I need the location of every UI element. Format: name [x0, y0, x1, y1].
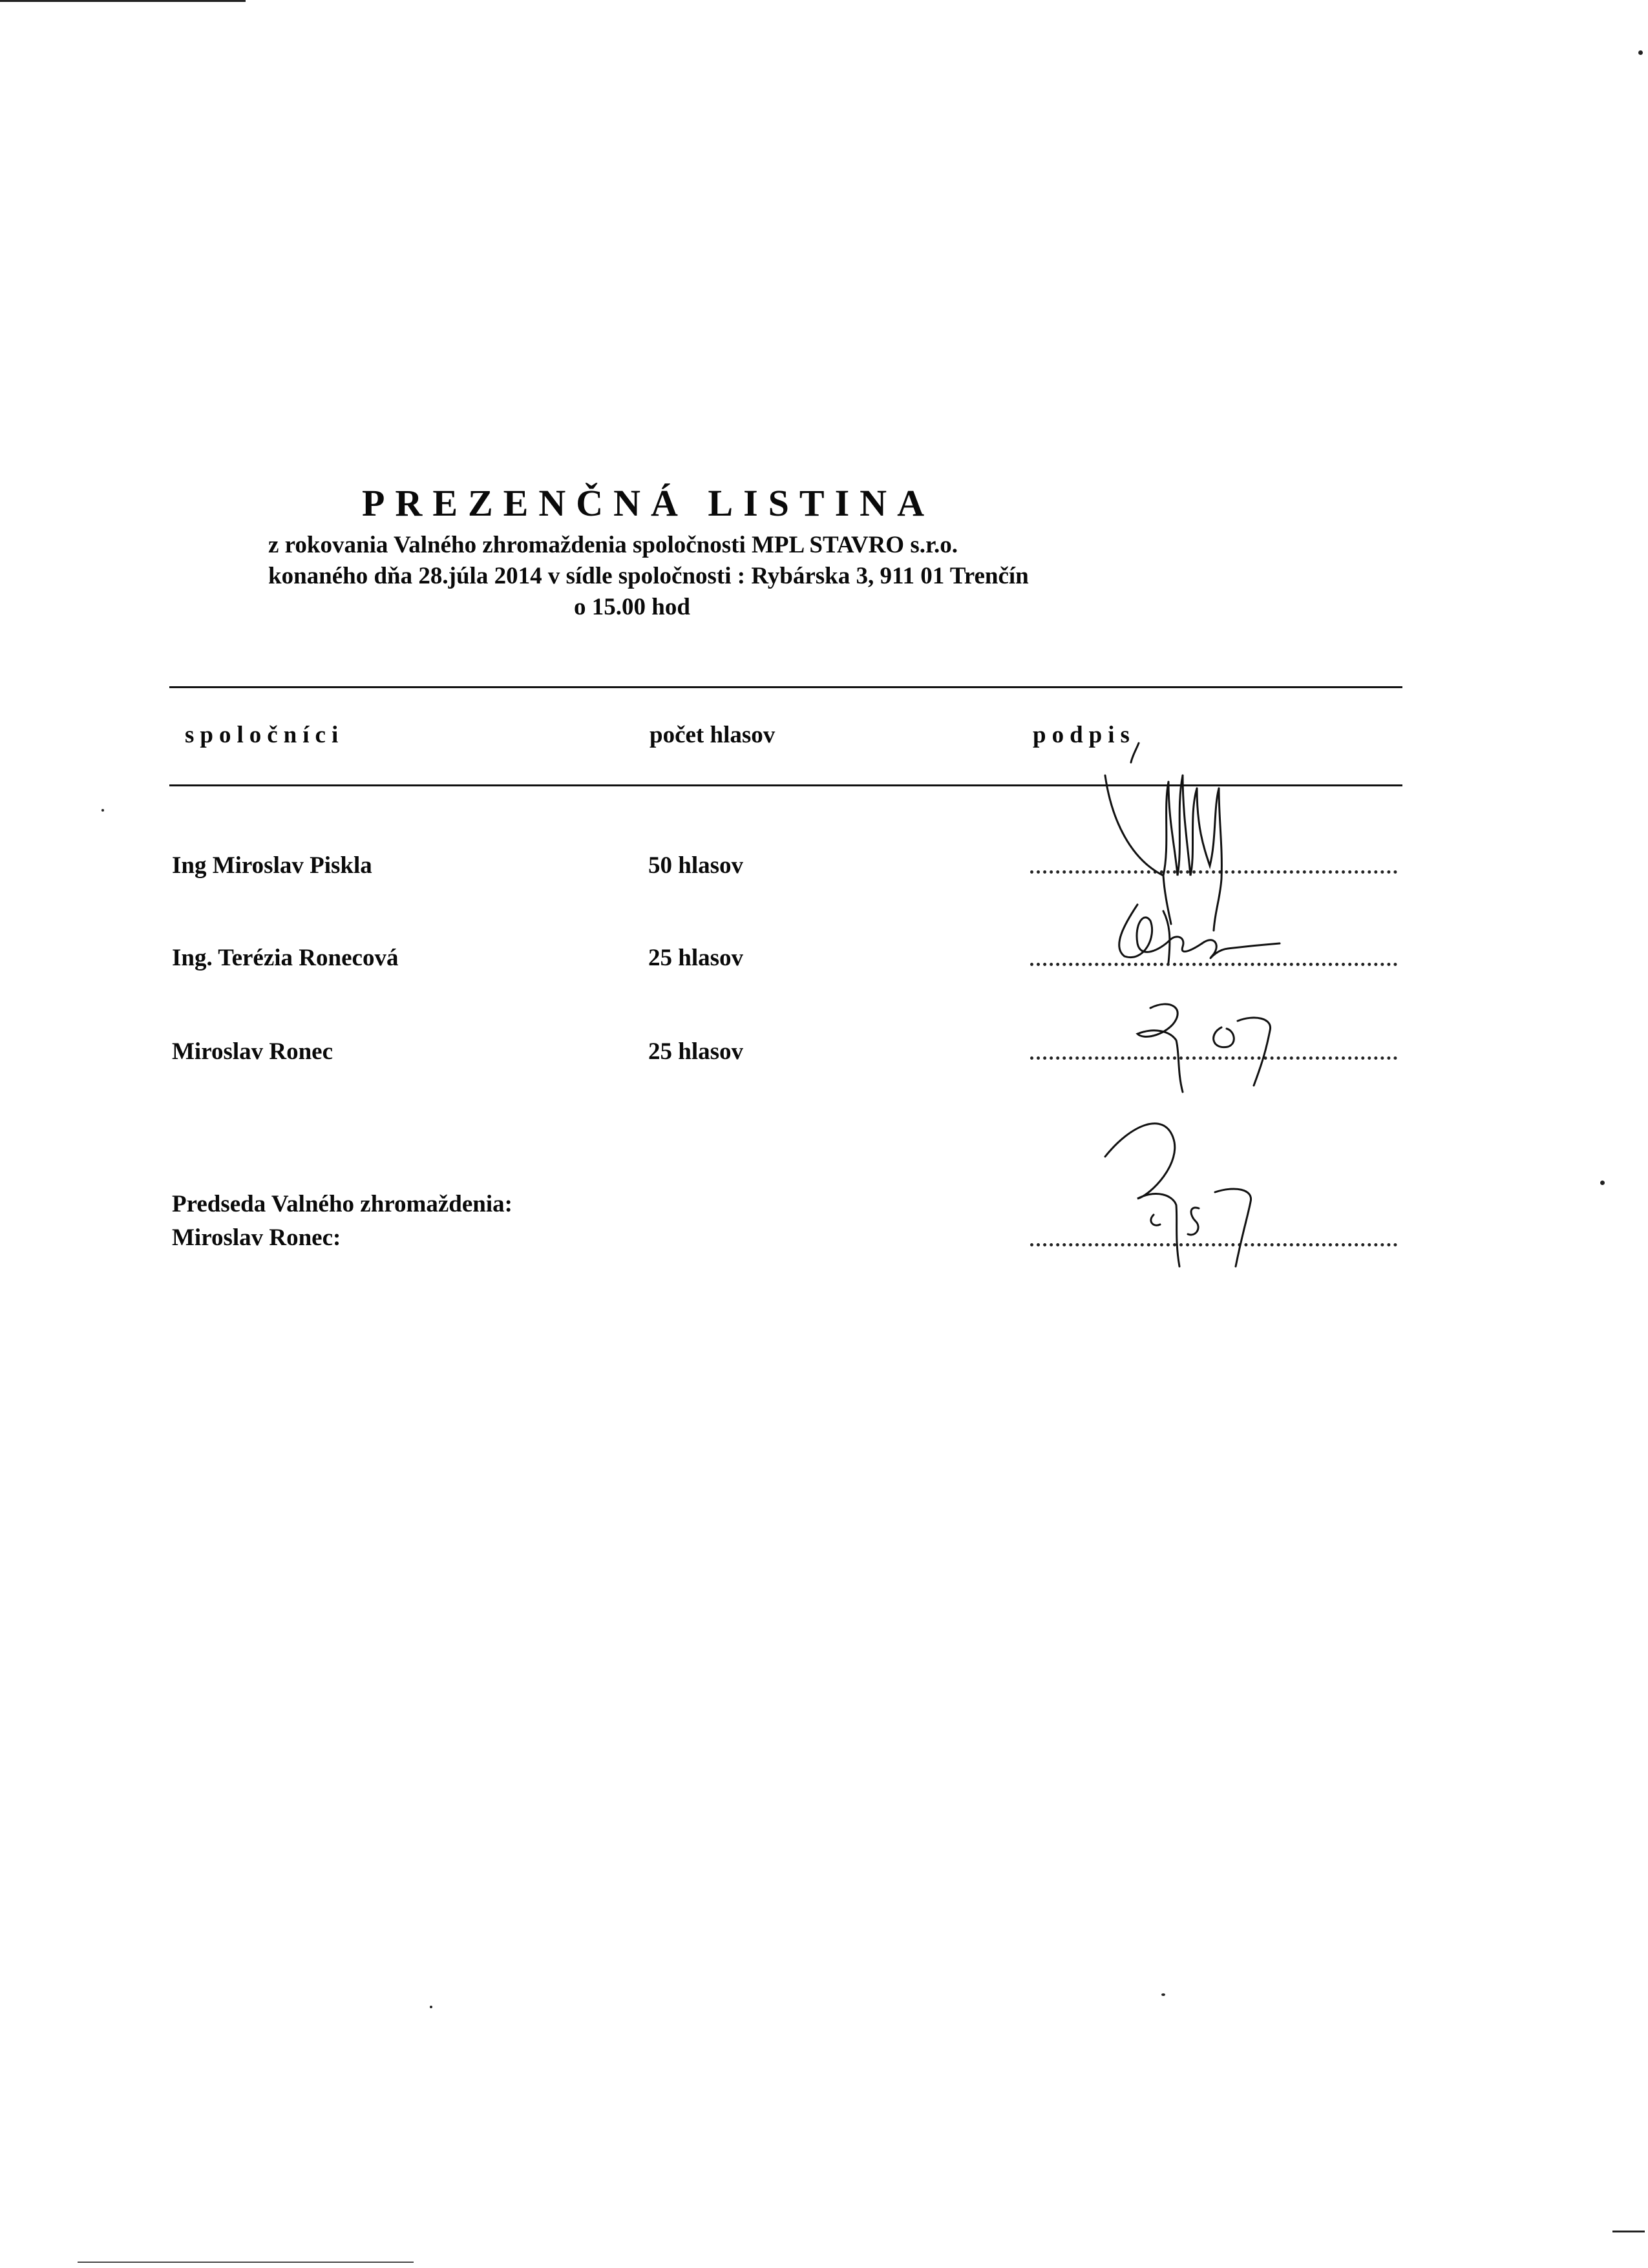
table-row-1-name: Ing Miroslav Piskla: [172, 852, 372, 879]
table-row-3-name: Miroslav Ronec: [172, 1038, 333, 1065]
signature-chairman: [1092, 1098, 1286, 1279]
scan-mark: [1612, 2231, 1645, 2232]
table-row-2-votes: 25 hlasov: [648, 945, 744, 971]
scan-speck: [101, 809, 104, 812]
header-votes: počet hlasov: [650, 722, 776, 748]
header-signature: podpis: [1033, 722, 1136, 748]
scan-speck: [430, 2006, 432, 2008]
subtitle-line-1: z rokovania Valného zhromaždenia spoločnosti MPL STAVRO s.r.o.: [268, 532, 958, 558]
table-row-1-votes: 50 hlasov: [648, 852, 744, 879]
header-partners: spoločníci: [185, 722, 344, 748]
scan-edge: [78, 2262, 414, 2263]
scan-speck: [1600, 1181, 1605, 1185]
table-row-2-name: Ing. Terézia Ronecová: [172, 945, 399, 971]
table-top-rule: [169, 686, 1402, 688]
chairman-label: Predseda Valného zhromaždenia:: [172, 1191, 512, 1217]
signature-ronecova: [1099, 885, 1286, 1002]
scan-mark: [0, 0, 246, 2]
signature-ronec-row: [1125, 995, 1293, 1105]
chairman-name: Miroslav Ronec:: [172, 1224, 341, 1251]
scan-speck: [1161, 1993, 1165, 1996]
document-title: PREZENČNÁ LISTINA: [362, 482, 935, 524]
scan-speck: [1638, 50, 1643, 55]
subtitle-line-2: konaného dňa 28.júla 2014 v sídle spoločnosti : Rybárska 3, 911 01 Trenčín: [268, 563, 1029, 589]
table-row-3-votes: 25 hlasov: [648, 1038, 744, 1065]
subtitle-line-3: o 15.00 hod: [574, 594, 690, 620]
